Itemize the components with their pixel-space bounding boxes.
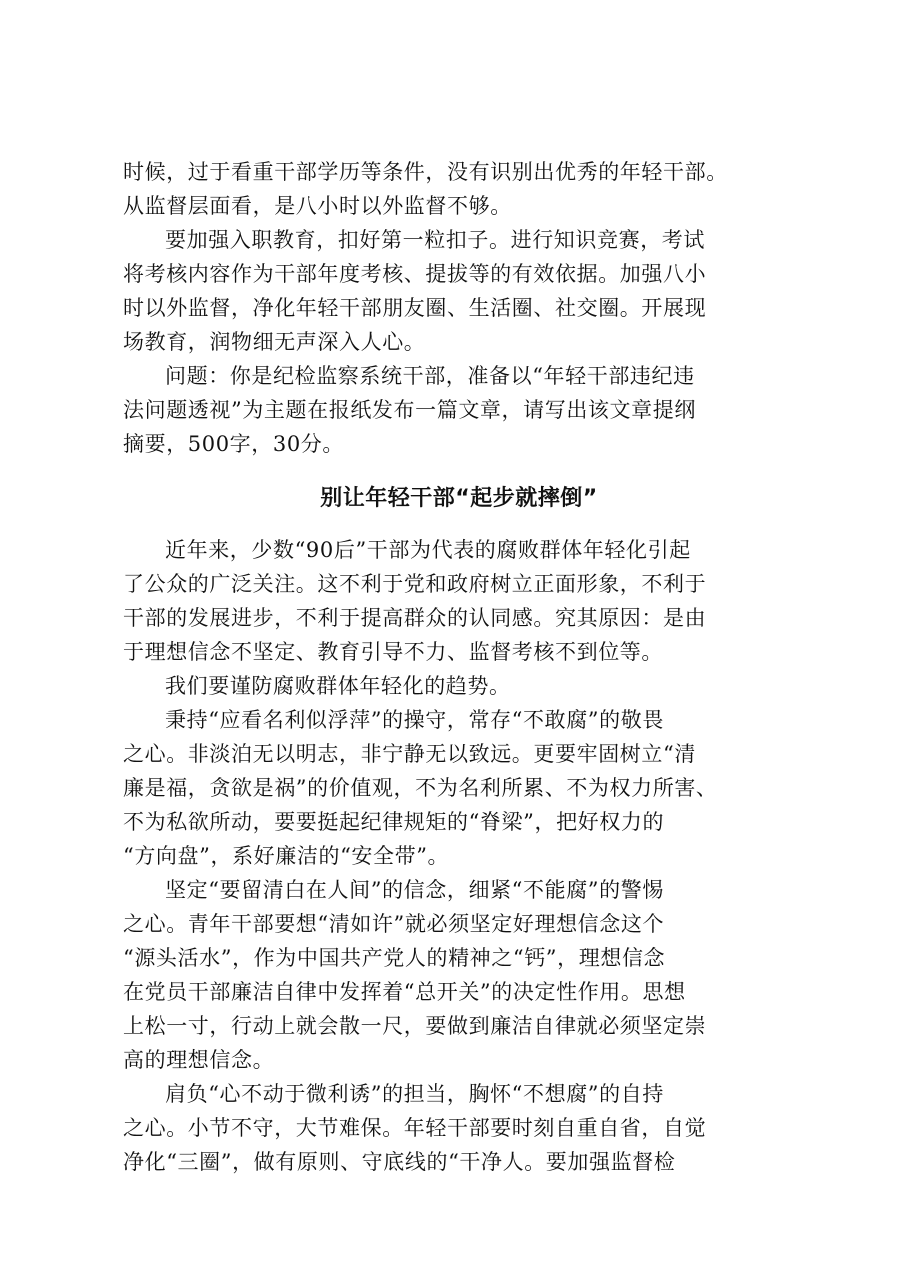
- text-line: 法问题透视”为主题在报纸发布一篇文章，请写出该文章提纲: [123, 398, 696, 422]
- text-line: 场教育，润物细无声深入人心。: [123, 330, 426, 354]
- text-line: 之心。非淡泊无以明志，非宁静无以致远。更要牢固树立“清: [123, 742, 696, 766]
- paragraph-start-line: 秉持“应看名利似浮萍”的操守，常存“不敢腐”的敬畏: [165, 708, 664, 732]
- paragraph-start-line: 坚定“要留清白在人间”的信念，细紧“不能腐”的警惕: [165, 878, 664, 902]
- paragraph-start-line: 我们要谨防腐败群体年轻化的趋势。: [165, 674, 511, 698]
- text-line: 不为私欲所动，要要挺起纪律规矩的“脊梁”，把好权力的: [123, 810, 665, 834]
- text-line: 时候，过于看重干部学历等条件，没有识别出优秀的年轻干部。: [123, 160, 728, 184]
- text-line: 上松一寸，行动上就会散一尺，要做到廉洁自律就必须坚定崇: [123, 1014, 707, 1038]
- article-title: 别让年轻干部“起步就摔倒”: [320, 486, 598, 511]
- text-line: 廉是福，贪欲是祸”的价值观，不为名利所累、不为权力所害、: [123, 776, 718, 800]
- text-line: 在党员干部廉洁自律中发挥着“总开关”的决定性作用。思想: [123, 980, 686, 1004]
- text-line: 干部的发展进步，不利于提高群众的认同感。究其原因：是由: [123, 606, 707, 630]
- text-line: 将考核内容作为干部年度考核、提拔等的有效依据。加强八小: [123, 262, 707, 286]
- text-line: 净化“三圈”，做有原则、守底线的“干净人。要加强监督检: [123, 1150, 676, 1174]
- text-line: 高的理想信念。: [123, 1048, 275, 1072]
- paragraph-start-line: 肩负“心不动于微利诱”的担当，胸怀“不想腐”的自持: [165, 1082, 664, 1106]
- text-line: 之心。小节不守，大节难保。年轻干部要时刻自重自省，自觉: [123, 1116, 707, 1140]
- text-line: 之心。青年干部要想“清如许”就必须坚定好理想信念这个: [123, 912, 665, 936]
- paragraph-start-line: 近年来，少数“90后”干部为代表的腐败群体年轻化引起: [165, 538, 691, 562]
- text-line: 了公众的广泛关注。这不利于党和政府树立正面形象，不利于: [123, 572, 707, 596]
- text-line: 从监督层面看，是八小时以外监督不够。: [123, 194, 512, 218]
- question-line: 问题：你是纪检监察系统干部，准备以“年轻干部违纪违: [165, 364, 695, 388]
- text-line: “方向盘”，系好廉洁的“安全带”。: [123, 844, 450, 868]
- text-line: 时以外监督，净化年轻干部朋友圈、生活圈、社交圈。开展现: [123, 296, 707, 320]
- intro-section: [123, 155, 795, 461]
- text-line: 于理想信念不坚定、教育引导不力、监督考核不到位等。: [123, 640, 663, 664]
- paragraph-start-line: 要加强入职教育，扣好第一粒扣子。进行知识竞赛，考试: [165, 228, 705, 252]
- text-line: “源头活水”，作为中国共产党人的精神之“钙”，理想信念: [123, 946, 666, 970]
- text-line: 摘要，500字，30分。: [123, 432, 345, 456]
- article-body: [123, 533, 795, 1179]
- document-page: [123, 155, 795, 1179]
